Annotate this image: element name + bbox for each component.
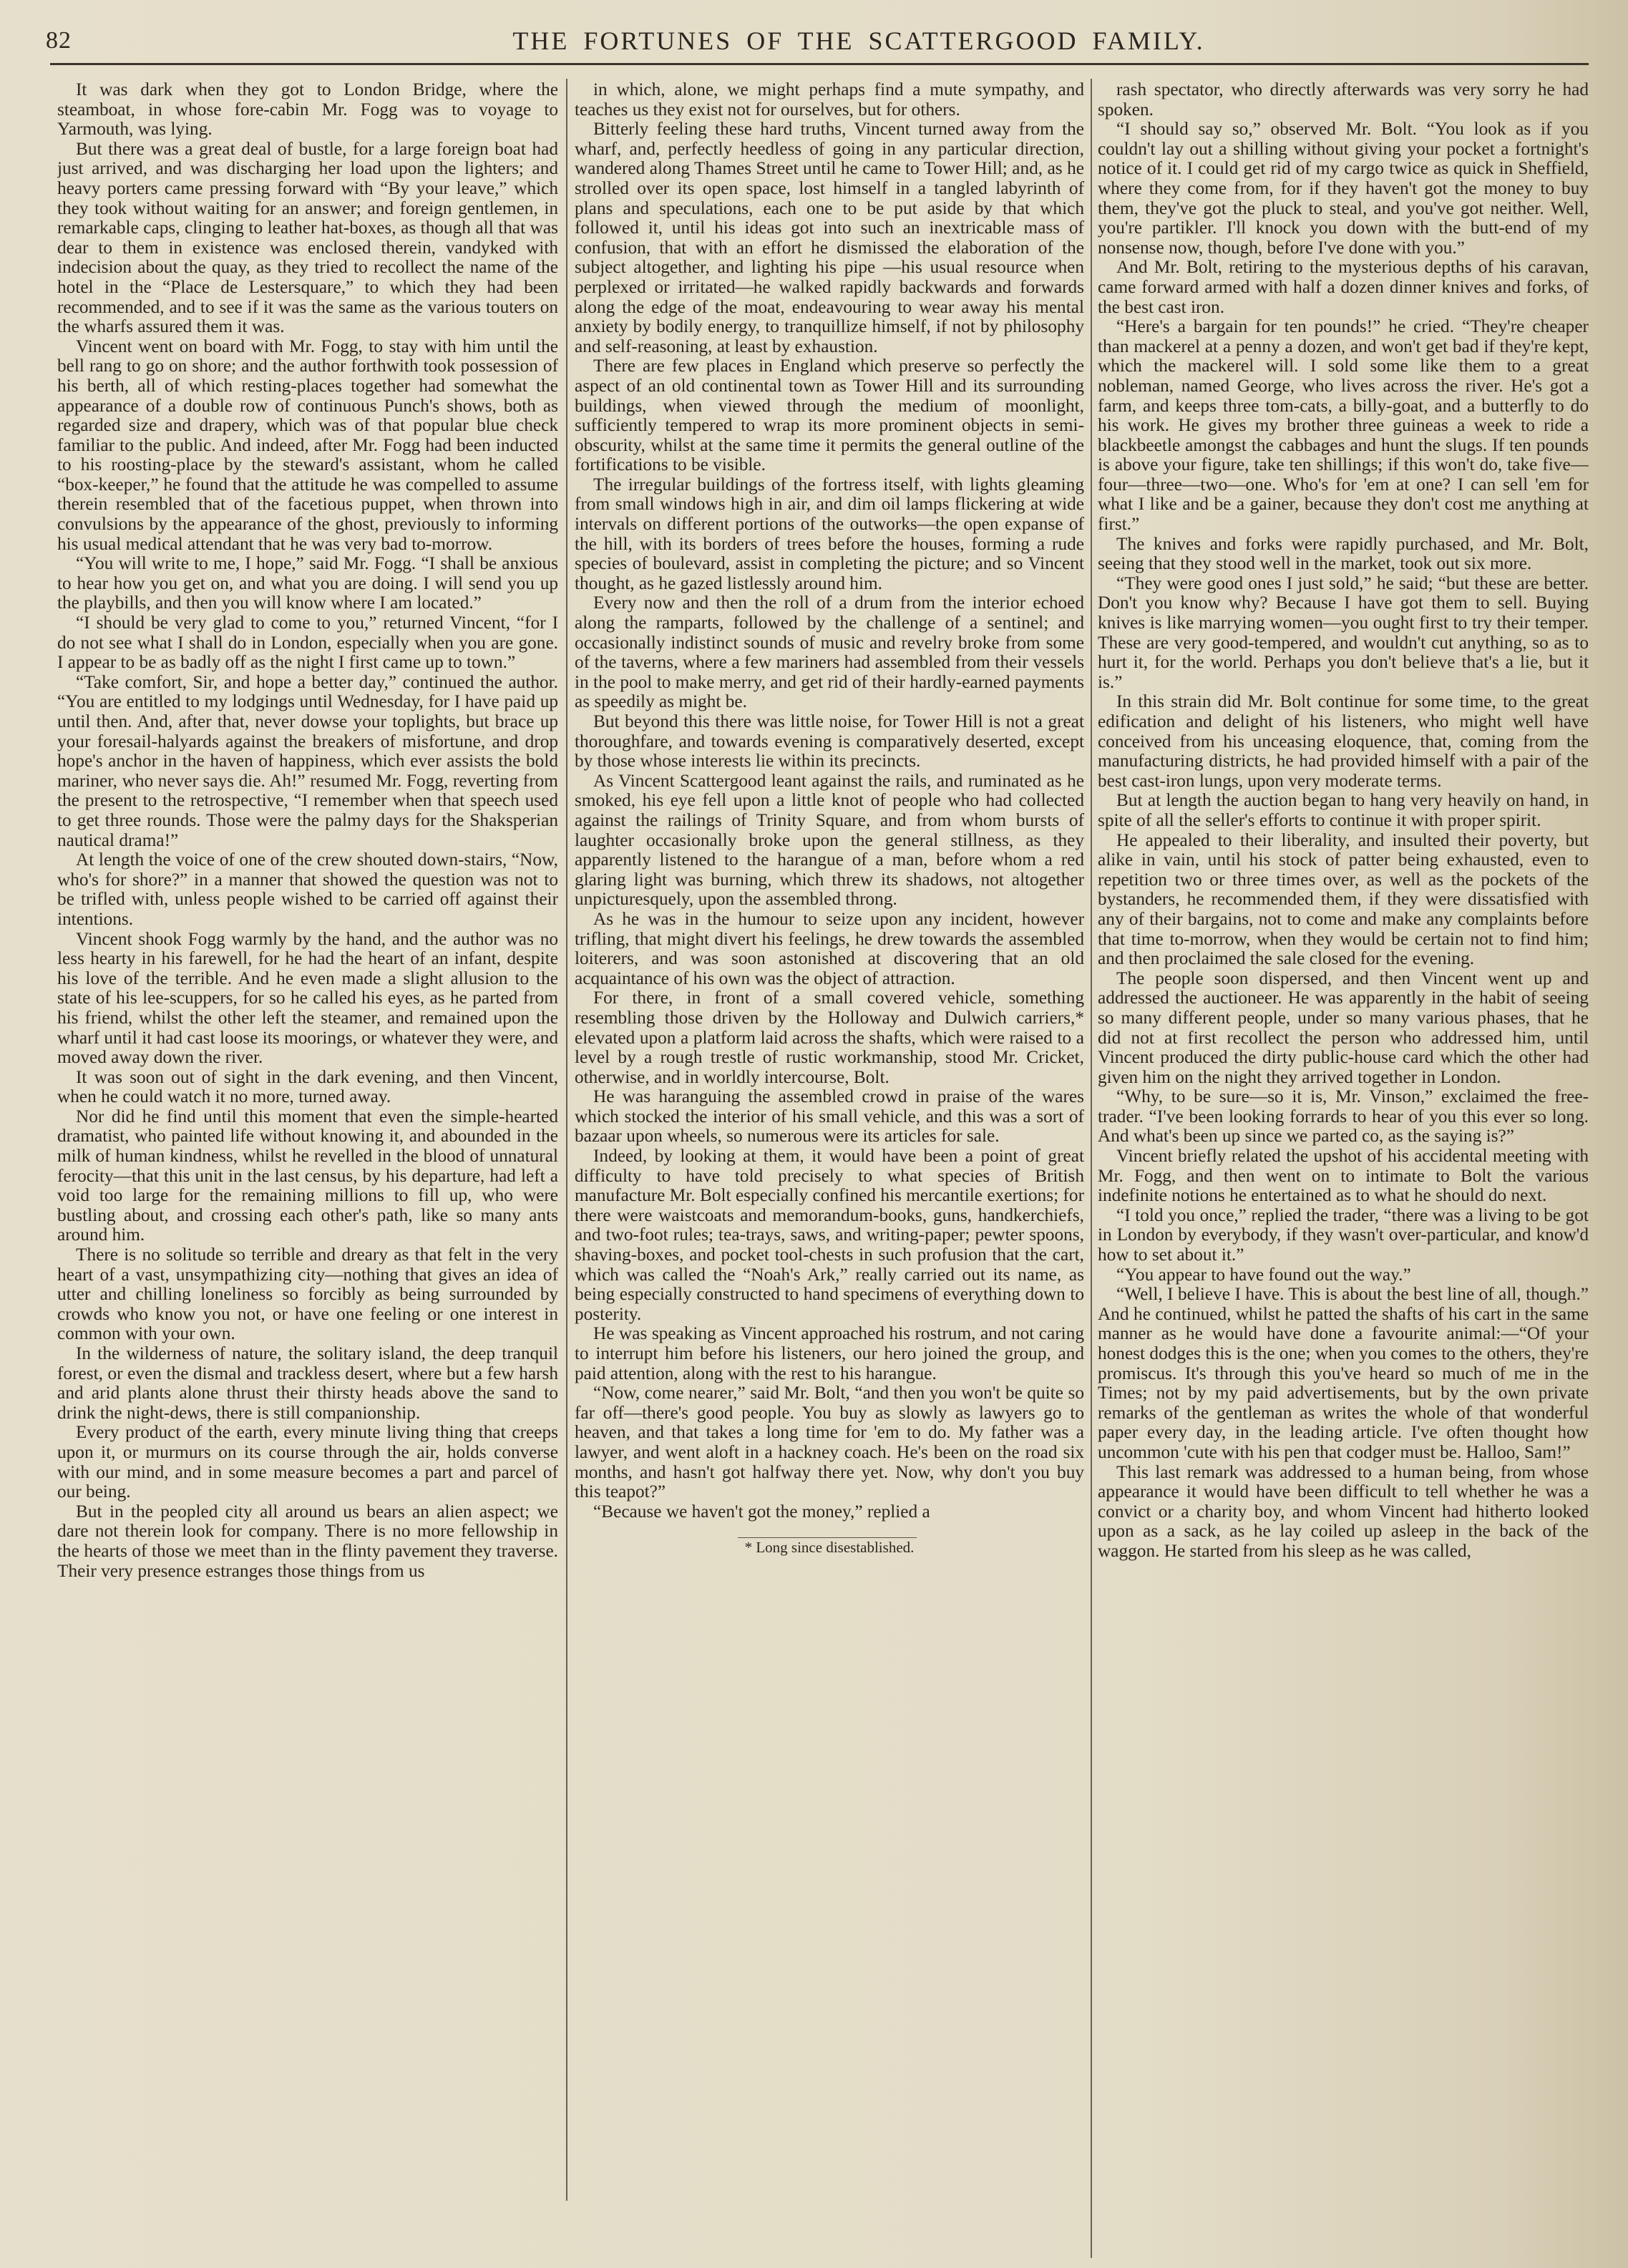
paragraph: The knives and forks were rapidly purchased, and Mr. Bolt, seeing that they stood well in the market, took out six more. xyxy=(1098,533,1589,574)
text-column-2 xyxy=(575,80,1084,2256)
paragraph: As Vincent Scattergood leant against the rails, and ruminated as he smoked, his eye fell upon a little knot of people who had collected against the railings of Trinity Square, and from whom bursts of laughter occasionally broke upon the general stillness, as they apparently listened to the harangue of a man, before whom a red glaring light was burning, which threw its shadows, not altogether unpicturesquely, upon the assembled throng. xyxy=(575,770,1084,910)
paragraph: In the wilderness of nature, the solitary island, the deep tranquil forest, or even the dismal and trackless desert, where but a few harsh and arid plants alone thrust their thirsty heads above the sand to drink the night-dews, there is still companionship. xyxy=(57,1343,558,1423)
paragraph: He appealed to their liberality, and insulted their poverty, but alike in vain, until his stock of patter being exhausted, even to repetition two or three times over, as well as the pockets of the bystanders, he recommended them, if they were dissatisfied with any of their bargains, not to come and make any complaints before that time to-morrow, when they would be certain not to find him; and then proclaimed the sale closed for the evening. xyxy=(1098,829,1589,969)
paragraph: Every now and then the roll of a drum from the interior echoed along the ramparts, followed by the challenge of a sentinel; and occasionally indistinct sounds of music and revelry broke from some of the taverns, where a few mariners had assembled from their vessels in the pool to make merry, and get rid of their hardly-earned payments as speedily as might be. xyxy=(575,593,1084,712)
footnote: * Long since disestablished. xyxy=(744,1539,915,1557)
paragraph: There are few places in England which preserve so perfectly the aspect of an old continental town as Tower Hill and its surrounding buildings, when viewed through the medium of moonlight, sufficiently tempered to wrap its more prominent objects in semi-obscurity, whilst at the same time it permits the general outline of the fortifications to be visible. xyxy=(575,356,1084,475)
paragraph: He was speaking as Vincent approached his rostrum, and not caring to interrupt him before his listeners, our hero joined the group, and paid attention, along with the rest to his harangue. xyxy=(575,1323,1084,1383)
paragraph: “You will write to me, I hope,” said Mr. Fogg. “I shall be anxious to hear how you get on, and what you are doing. I will send you up the playbills, and then you will know where I am located.” xyxy=(57,553,558,613)
paragraph: For there, in front of a small covered vehicle, something resembling those driven by the Holloway and Dulwich carriers,* elevated upon a platform laid across the shafts, which were raised to a level by a rough trestle of rustic workmanship, stood Mr. Cricket, otherwise, and in worldly intercourse, Bolt. xyxy=(575,988,1084,1087)
paragraph: Indeed, by looking at them, it would have been a point of great difficulty to have told precisely to what species of British manufacture Mr. Bolt especially confined his mercantile exertions; for there were waistcoats and memorandum-books, guns, handkerchiefs, and two-foot rules; tea-trays, saws, and writing-paper; pewter spoons, shaving-boxes, and pocket tool-chests in such profusion that the cart, which was called the “Noah's Ark,” really carried out its name, as being especially constructed to hand specimens of everything down to posterity. xyxy=(575,1146,1084,1324)
paragraph: He was haranguing the assembled crowd in praise of the wares which stocked the interior of his small vehicle, and this was a sort of bazaar upon wheels, so numerous were its articles for sale. xyxy=(575,1086,1084,1147)
paragraph: “Well, I believe I have. This is about the best line of all, though.” And he continued, whilst he patted the shafts of his cart in the same manner as he would have done a favourite animal:—“Of your honest dodges this is the one; when you comes to the others, they're promiscus. It's through this you've heard so much of me in the Times; not by my paid advertisements, but by the own private remarks of the gentleman as writes the whole of that wonderful paper every day, in the leading article. I've often thought how uncommon 'cute with his pen that codger must be. Halloo, Sam!” xyxy=(1098,1284,1589,1462)
paragraph: But there was a great deal of bustle, for a large foreign boat had just arrived, and was discharging her load upon the lighters; and heavy porters came pressing forward with “By your leave,” which they took without waiting for an answer; and foreign gentlemen, in remarkable caps, clinging to leather hat-boxes, as though all that was dear to them in existence was enclosed therein, vandyked with indecision about the quay, as they tried to recollect the name of the hotel in the “Place de Lestersquare,” to which they had been recommended, and to see if it was the same as the various touters on the wharfs assured them it was. xyxy=(57,138,558,337)
paragraph: “They were good ones I just sold,” he said; “but these are better. Don't you know why? Because I have got them to sell. Buying knives is like marrying women—you ought first to try their temper. These are very good-tempered, and wouldn't cut anything, so as to hurt it, for the world. Perhaps you don't believe that's a lie, but it is.” xyxy=(1098,573,1589,692)
paragraph: Vincent went on board with Mr. Fogg, to stay with him until the bell rang to go on shore; and the author forthwith took possession of his berth, all of which resting-places together had somewhat the appearance of a double row of continuous Punch's shows, both as regarded size and drapery, which was of that popular blue check familiar to the public. And indeed, after Mr. Fogg had been inducted to his roosting-place by the steward's assistant, whom he called “box-keeper,” he found that the attitude he was compelled to assume therein resembled that of the facetious puppet, when thrown into convulsions by the appearance of the ghost, previously to informing his usual medical attendant that he was very bad to-morrow. xyxy=(57,336,558,554)
paragraph: The irregular buildings of the fortress itself, with lights gleaming from small windows high in air, and dim oil lamps flickering at wide intervals on different portions of the outworks—the open expanse of the hill, with its borders of trees before the houses, forming a rude species of boulevard, assist in completing the picture; and so Vincent thought, as he gazed listlessly around him. xyxy=(575,474,1084,593)
text-column-3 xyxy=(1098,80,1589,2256)
paragraph: Vincent briefly related the upshot of his accidental meeting with Mr. Fogg, and then went on to intimate to Bolt the various indefinite notions he entertained as to what he should do next. xyxy=(1098,1146,1589,1206)
paragraph: There is no solitude so terrible and dreary as that felt in the very heart of a vast, unsympathizing city—nothing that gives an idea of utter and chilling loneliness so forcibly as being surrounded by crowds who know you not, or have one feeling or one interest in common with your own. xyxy=(57,1245,558,1344)
paragraph: “Now, come nearer,” said Mr. Bolt, “and then you won't be quite so far off—there's good people. You buy as slowly as lawyers go to heaven, and that takes a long time for 'em to do. My father was a lawyer, and went aloft in a hackney coach. He's been on the road six months, and hasn't got halfway there yet. Now, why don't you buy this teapot?” xyxy=(575,1383,1084,1502)
paragraph: As he was in the humour to seize upon any incident, however trifling, that might divert his feelings, he drew towards the assembled loiterers, and was soon astonished at discovering that an old acquaintance of his own was the object of attraction. xyxy=(575,908,1084,988)
paragraph: “Take comfort, Sir, and hope a better day,” continued the author. “You are entitled to my lodgings until Wednesday, for I have paid up until then. And, after that, never dowse your toplights, but brace up your foresail-halyards against the breakers of misfortune, and drop hope's anchor in the haven of happiness, which ever assists the bold mariner, who never says die. Ah!” resumed Mr. Fogg, reverting from the present to the retrospective, “I remember when that speech used to get three rounds. Those were the palmy days for the Shaksperian nautical drama!” xyxy=(57,671,558,850)
paragraph: “Here's a bargain for ten pounds!” he cried. “They're cheaper than mackerel at a penny a dozen, and won't get bad if they're kept, which the mackerel will. I sold some like them to a great nobleman, named George, who lives across the river. He's got a farm, and keeps three tom-cats, a billy-goat, and a butterfly to do his work. He gives my brother three guineas a week to ride a blackbeetle amongst the cabbages and hunt the slugs. If ten pounds is above your figure, take ten shillings; if this won't do, take five—four—three—two—one. Who's for 'em at one? I can sell 'em for what I like and be a gainer, because they don't cost me anything at first.” xyxy=(1098,316,1589,535)
paragraph: But in the peopled city all around us bears an alien aspect; we dare not therein look for company. There is no more fellowship in the hearts of those we meet than in the flinty pavement they traverse. Their very presence estranges those things from us xyxy=(57,1501,558,1581)
header-rule xyxy=(50,63,1589,65)
paragraph: rash spectator, who directly afterwards was very sorry he had spoken. xyxy=(1098,80,1589,120)
paragraph: “Because we haven't got the money,” replied a xyxy=(593,1501,930,1522)
paragraph: This last remark was addressed to a human being, from whose appearance it would have been difficult to tell whether he was a convict or a charity boy, and whom Vincent had hitherto looked upon as a sack, as he lay coiled up asleep in the back of the waggon. He started from his sleep as he was called, xyxy=(1098,1461,1589,1561)
text-column-1 xyxy=(57,80,558,2256)
page-header xyxy=(43,24,1581,62)
column-divider xyxy=(1091,79,1092,2258)
paragraph: “I told you once,” replied the trader, “there was a living to be got in London by everybody, if they wasn't over-particular, and know'd how to set about it.” xyxy=(1098,1204,1589,1265)
paragraph: At length the voice of one of the crew shouted down-stairs, “Now, who's for shore?” in a manner that showed the question was not to be trifled with, unless people wished to be carried off against their intentions. xyxy=(57,850,558,929)
running-title: THE FORTUNES OF THE SCATTERGOOD FAMILY. xyxy=(512,26,1205,55)
paragraph: “You appear to have found out the way.” xyxy=(1116,1264,1411,1285)
paragraph: It was soon out of sight in the dark evening, and then Vincent, when he could watch it no more, turned away. xyxy=(57,1066,558,1107)
paragraph: In this strain did Mr. Bolt continue for some time, to the great edification and delight of his listeners, who might well have conceived from his unceasing eloquence, that, coming from the manufacturing districts, he had provided himself with a pair of the best cast-iron lungs, upon very moderate terms. xyxy=(1098,691,1589,791)
paragraph: Bitterly feeling these hard truths, Vincent turned away from the wharf, and, perfectly heedless of going in any particular direction, wandered along Thames Street until he came to Tower Hill; and, as he strolled over its open space, lost himself in a tangled labyrinth of plans and speculations, each one to be put aside by that which followed it, until his ideas got into such an inextricable mass of confusion, that with an effort he dismissed the elaboration of the subject altogether, and lighting his pipe —his usual resource when perplexed or irritated—he walked rapidly backwards and forwards along the edge of the moat, endeavouring to wear away his mental anxiety by bodily energy, to tranquillize himself, if not by philosophy and self-reasoning, at least by exhaustion. xyxy=(575,119,1084,356)
paragraph: And Mr. Bolt, retiring to the mysterious depths of his caravan, came forward armed with half a dozen dinner knives and forks, of the best cast iron. xyxy=(1098,257,1589,317)
paragraph: But beyond this there was little noise, for Tower Hill is not a great thoroughfare, and towards evening is comparatively deserted, except by those whose interests lie within its precincts. xyxy=(575,711,1084,772)
paragraph: “I should say so,” observed Mr. Bolt. “You look as if you couldn't lay out a shilling without giving your pocket a fortnight's notice of it. I could get rid of my cargo twice as quick in Sheffield, where they come from, for if they haven't got the money to buy them, they've got the pluck to steal, and you've got neither. Well, you're partikler. I'll knock you down with the butt-end of my nonsense now, though, before I've done with you.” xyxy=(1098,119,1589,258)
paragraph: The people soon dispersed, and then Vincent went up and addressed the auctioneer. He was apparently in the habit of seeing so many different people, under so many various phases, that he did not at first recollect the person who addressed him, until Vincent produced the dirty public-house card which the other had given him on the night they arrived together in London. xyxy=(1098,968,1589,1087)
paragraph: “Why, to be sure—so it is, Mr. Vinson,” exclaimed the free-trader. “I've been looking forrards to hear of you this ever so long. And what's been up since we parted co, as the saying is?” xyxy=(1098,1086,1589,1147)
paragraph: It was dark when they got to London Bridge, where the steamboat, in whose fore-cabin Mr. Fogg was to voyage to Yarmouth, was lying. xyxy=(57,80,558,140)
paragraph: Vincent shook Fogg warmly by the hand, and the author was no less hearty in his farewell, for he had the heart of an infant, despite his love of the terrible. And he even made a slight allusion to the state of his lee-scuppers, for so he called his eyes, as he parted from his friend, whilst the other left the steamer, and remained upon the wharf until it had cast loose its moorings, or whatever they were, and moved away down the river. xyxy=(57,928,558,1068)
page-number: 82 xyxy=(46,27,72,54)
paragraph: Nor did he find until this moment that even the simple-hearted dramatist, who painted life without knowing it, and abounded in the milk of human kindness, whilst he revelled in the blood of unnatural ferocity—that this unit in the last census, by his departure, had left a void too large for the remaining millions to fill up, who were bustling about, and crossing each other's path, like so many ants around him. xyxy=(57,1106,558,1245)
paragraph: But at length the auction began to hang very heavily on hand, in spite of all the seller's efforts to continue it with proper spirit. xyxy=(1098,790,1589,830)
paragraph: “I should be very glad to come to you,” returned Vincent, “for I do not see what I shall do in London, especially when you are gone. I appear to be as badly off as the night I first came up to town.” xyxy=(57,613,558,673)
paragraph: in which, alone, we might perhaps find a mute sympathy, and teaches us they exist not for ourselves, but for others. xyxy=(575,80,1084,120)
paragraph: Every product of the earth, every minute living thing that creeps upon it, or murmurs on its course through the air, holds converse with our mind, and in some measure becomes a part and parcel of our being. xyxy=(57,1422,558,1502)
column-divider xyxy=(566,79,567,2201)
